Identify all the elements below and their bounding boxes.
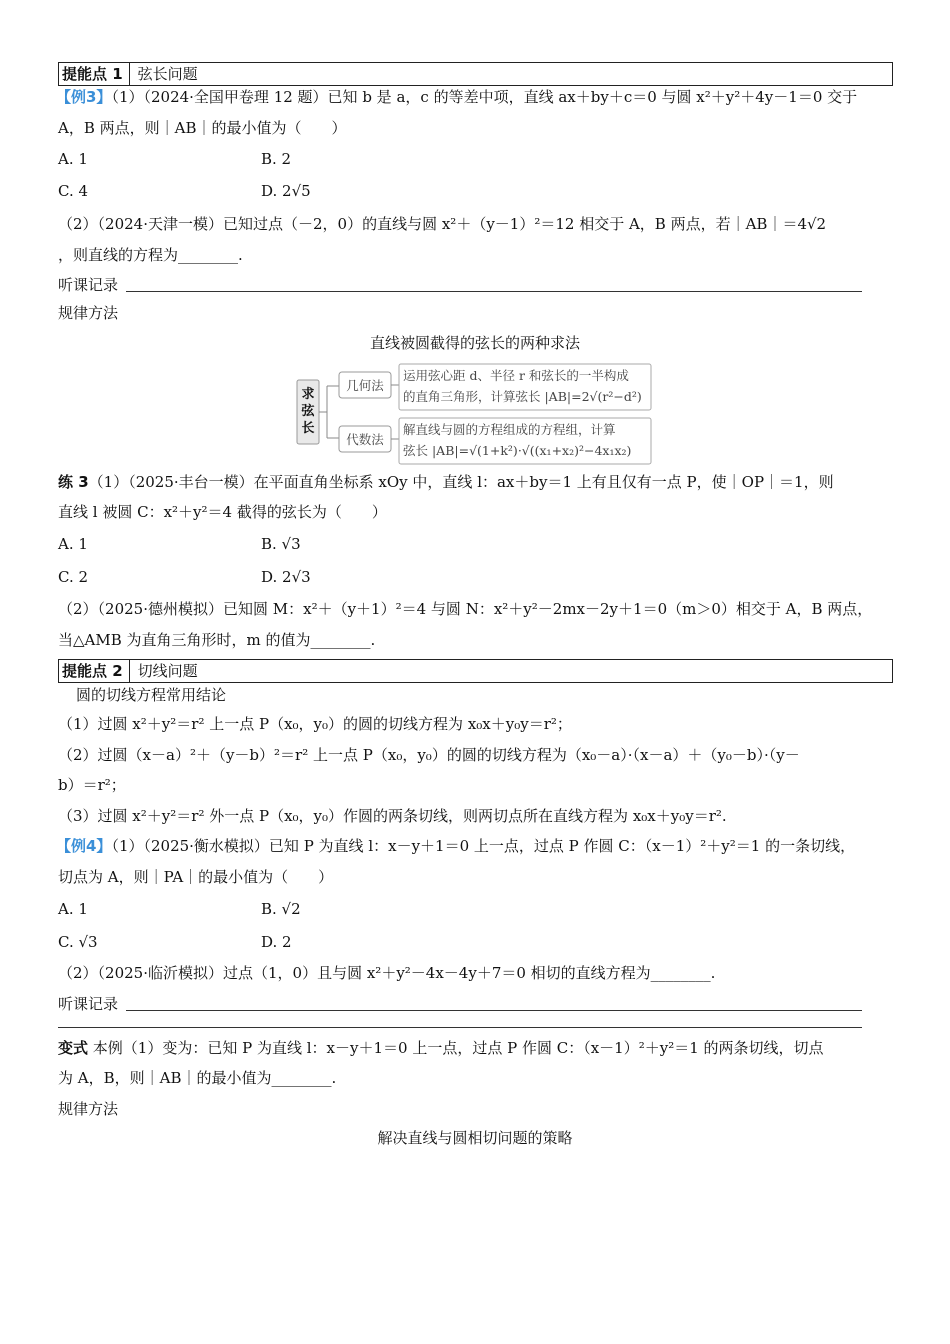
tangent-conclusion-2-line1: （2）过圆（x－a）²＋（y－b）²＝r² 上一点 P（x₀，y₀）的圆的切线方程为（x₀－a）·（x－a）＋（y₀－b）·（y－ [58, 746, 800, 764]
variant-tag: 变式 [58, 1039, 89, 1057]
tangent-conclusions-heading: 圆的切线方程常用结论 [76, 686, 227, 704]
example3-part1-line1 [56, 86, 857, 108]
example4-tag: 【例4】 [56, 837, 112, 855]
practice3-option-a: A. 1 [58, 535, 88, 553]
practice3-part1-line2: 直线 l 被圆 C：x²＋y²＝4 截得的弦长为（ ） [58, 503, 387, 521]
variant-text-a: 本例（1）变为：已知 P 为直线 l：x－y＋1＝0 上一点，过点 P 作圆 C：（x－1）²＋y²＝1 的两条切线，切点 [92, 1039, 824, 1057]
example4-option-d: D. 2 [261, 933, 292, 951]
chord-branch-geometric: 几何法 [346, 378, 384, 393]
notes-underline-1 [126, 291, 862, 292]
example3-option-c: C. 4 [58, 182, 89, 200]
example3-option-b: B. 2 [261, 150, 292, 168]
variant-line2: 为 A，B，则｜AB｜的最小值为________. [58, 1069, 337, 1087]
practice3-part2-line1: （2）（2025·德州模拟）已知圆 M：x²＋（y＋1）²＝4 与圆 N：x²＋y²－2mx－2y＋1＝0（m＞0）相交于 A，B 两点， [58, 600, 873, 618]
notes-label-2: 听课记录 [58, 995, 119, 1013]
example3-tag: 【例3】 [56, 88, 112, 106]
section-header-tangent [58, 659, 893, 683]
practice3-option-c: C. 2 [58, 568, 89, 586]
example3-option-d: D. 2√5 [261, 182, 311, 200]
variant-line1 [58, 1037, 824, 1059]
example4-part1-line1 [56, 835, 855, 857]
chord-geometric-desc-line2: 的直角三角形，计算弦长 |AB|=2√(r²−d²) [403, 389, 642, 404]
tangent-conclusion-2-line2: b）＝r²； [58, 776, 126, 794]
chord-diagram-root: 求弦长 [301, 387, 315, 436]
chord-length-diagram [295, 362, 655, 466]
section-key: 提能点 2 [59, 660, 130, 682]
method-label-2: 规律方法 [58, 1100, 119, 1118]
notes-label-1: 听课记录 [58, 276, 119, 294]
example4-option-b: B. √2 [261, 900, 301, 918]
chord-algebraic-desc-line2: 弦长 |AB|=√(1+k²)·√((x₁+x₂)²−4x₁x₂) [403, 443, 632, 458]
tangent-strategy-title: 解决直线与圆相切问题的策略 [377, 1129, 573, 1147]
method-label-1: 规律方法 [58, 304, 119, 322]
practice3-part1-line1 [58, 471, 834, 493]
example4-part1-text-a: （1）（2025·衡水模拟）已知 P 为直线 l：x－y＋1＝0 上一点，过点 P 作圆 C：（x－1）²＋y²＝1 的一条切线， [111, 837, 856, 855]
notes-underline-2b [58, 1027, 862, 1028]
example4-part2: （2）（2025·临沂模拟）过点（1，0）且与圆 x²＋y²－4x－4y＋7＝0 相切的直线方程为________. [58, 964, 716, 982]
example3-part1-line2: A，B 两点，则｜AB｜的最小值为（ ） [58, 119, 347, 137]
section-header-chord [58, 62, 893, 86]
example3-part2-line1: （2）（2024·天津一模）已知过点（－2，0）的直线与圆 x²＋（y－1）²＝12 相交于 A，B 两点，若｜AB｜＝4√2 [58, 215, 827, 233]
tangent-conclusion-1: （1）过圆 x²＋y²＝r² 上一点 P（x₀，y₀）的圆的切线方程为 x₀x＋y₀y＝r²； [58, 715, 572, 733]
section-title: 切线问题 [137, 662, 198, 680]
notes-underline-2a [126, 1010, 862, 1011]
example3-part2-line2: ，则直线的方程为________. [58, 246, 243, 264]
section-key: 提能点 1 [59, 63, 130, 85]
practice3-tag: 练 3 [58, 473, 89, 491]
chord-algebraic-desc-line1: 解直线与圆的方程组成的方程组，计算 [403, 422, 616, 437]
chord-diagram-title: 直线被圆截得的弦长的两种求法 [369, 334, 580, 352]
section-title: 弦长问题 [137, 65, 198, 83]
example4-option-a: A. 1 [58, 900, 88, 918]
example3-option-a: A. 1 [58, 150, 88, 168]
chord-geometric-desc-line1: 运用弦心距 d、半径 r 和弦长的一半构成 [403, 368, 629, 383]
tangent-conclusion-3: （3）过圆 x²＋y²＝r² 外一点 P（x₀，y₀）作圆的两条切线，则两切点所在直线方程为 x₀x＋y₀y＝r². [58, 807, 727, 825]
example4-option-c: C. √3 [58, 933, 98, 951]
practice3-part2-line2: 当△AMB 为直角三角形时，m 的值为________. [58, 631, 376, 649]
practice3-option-b: B. √3 [261, 535, 301, 553]
chord-branch-algebraic: 代数法 [346, 432, 384, 447]
example4-part1-line2: 切点为 A，则｜PA｜的最小值为（ ） [58, 868, 334, 886]
practice3-part1-text-a: （1）（2025·丰台一模）在平面直角坐标系 xOy 中，直线 l：ax＋by＝1 上有且仅有一点 P，使｜OP｜＝1，则 [88, 473, 834, 491]
example3-part1-text-a: （1）（2024·全国甲卷理 12 题）已知 b 是 a，c 的等差中项，直线 ax＋by＋c＝0 与圆 x²＋y²＋4y－1＝0 交于 [111, 88, 858, 106]
practice3-option-d: D. 2√3 [261, 568, 311, 586]
